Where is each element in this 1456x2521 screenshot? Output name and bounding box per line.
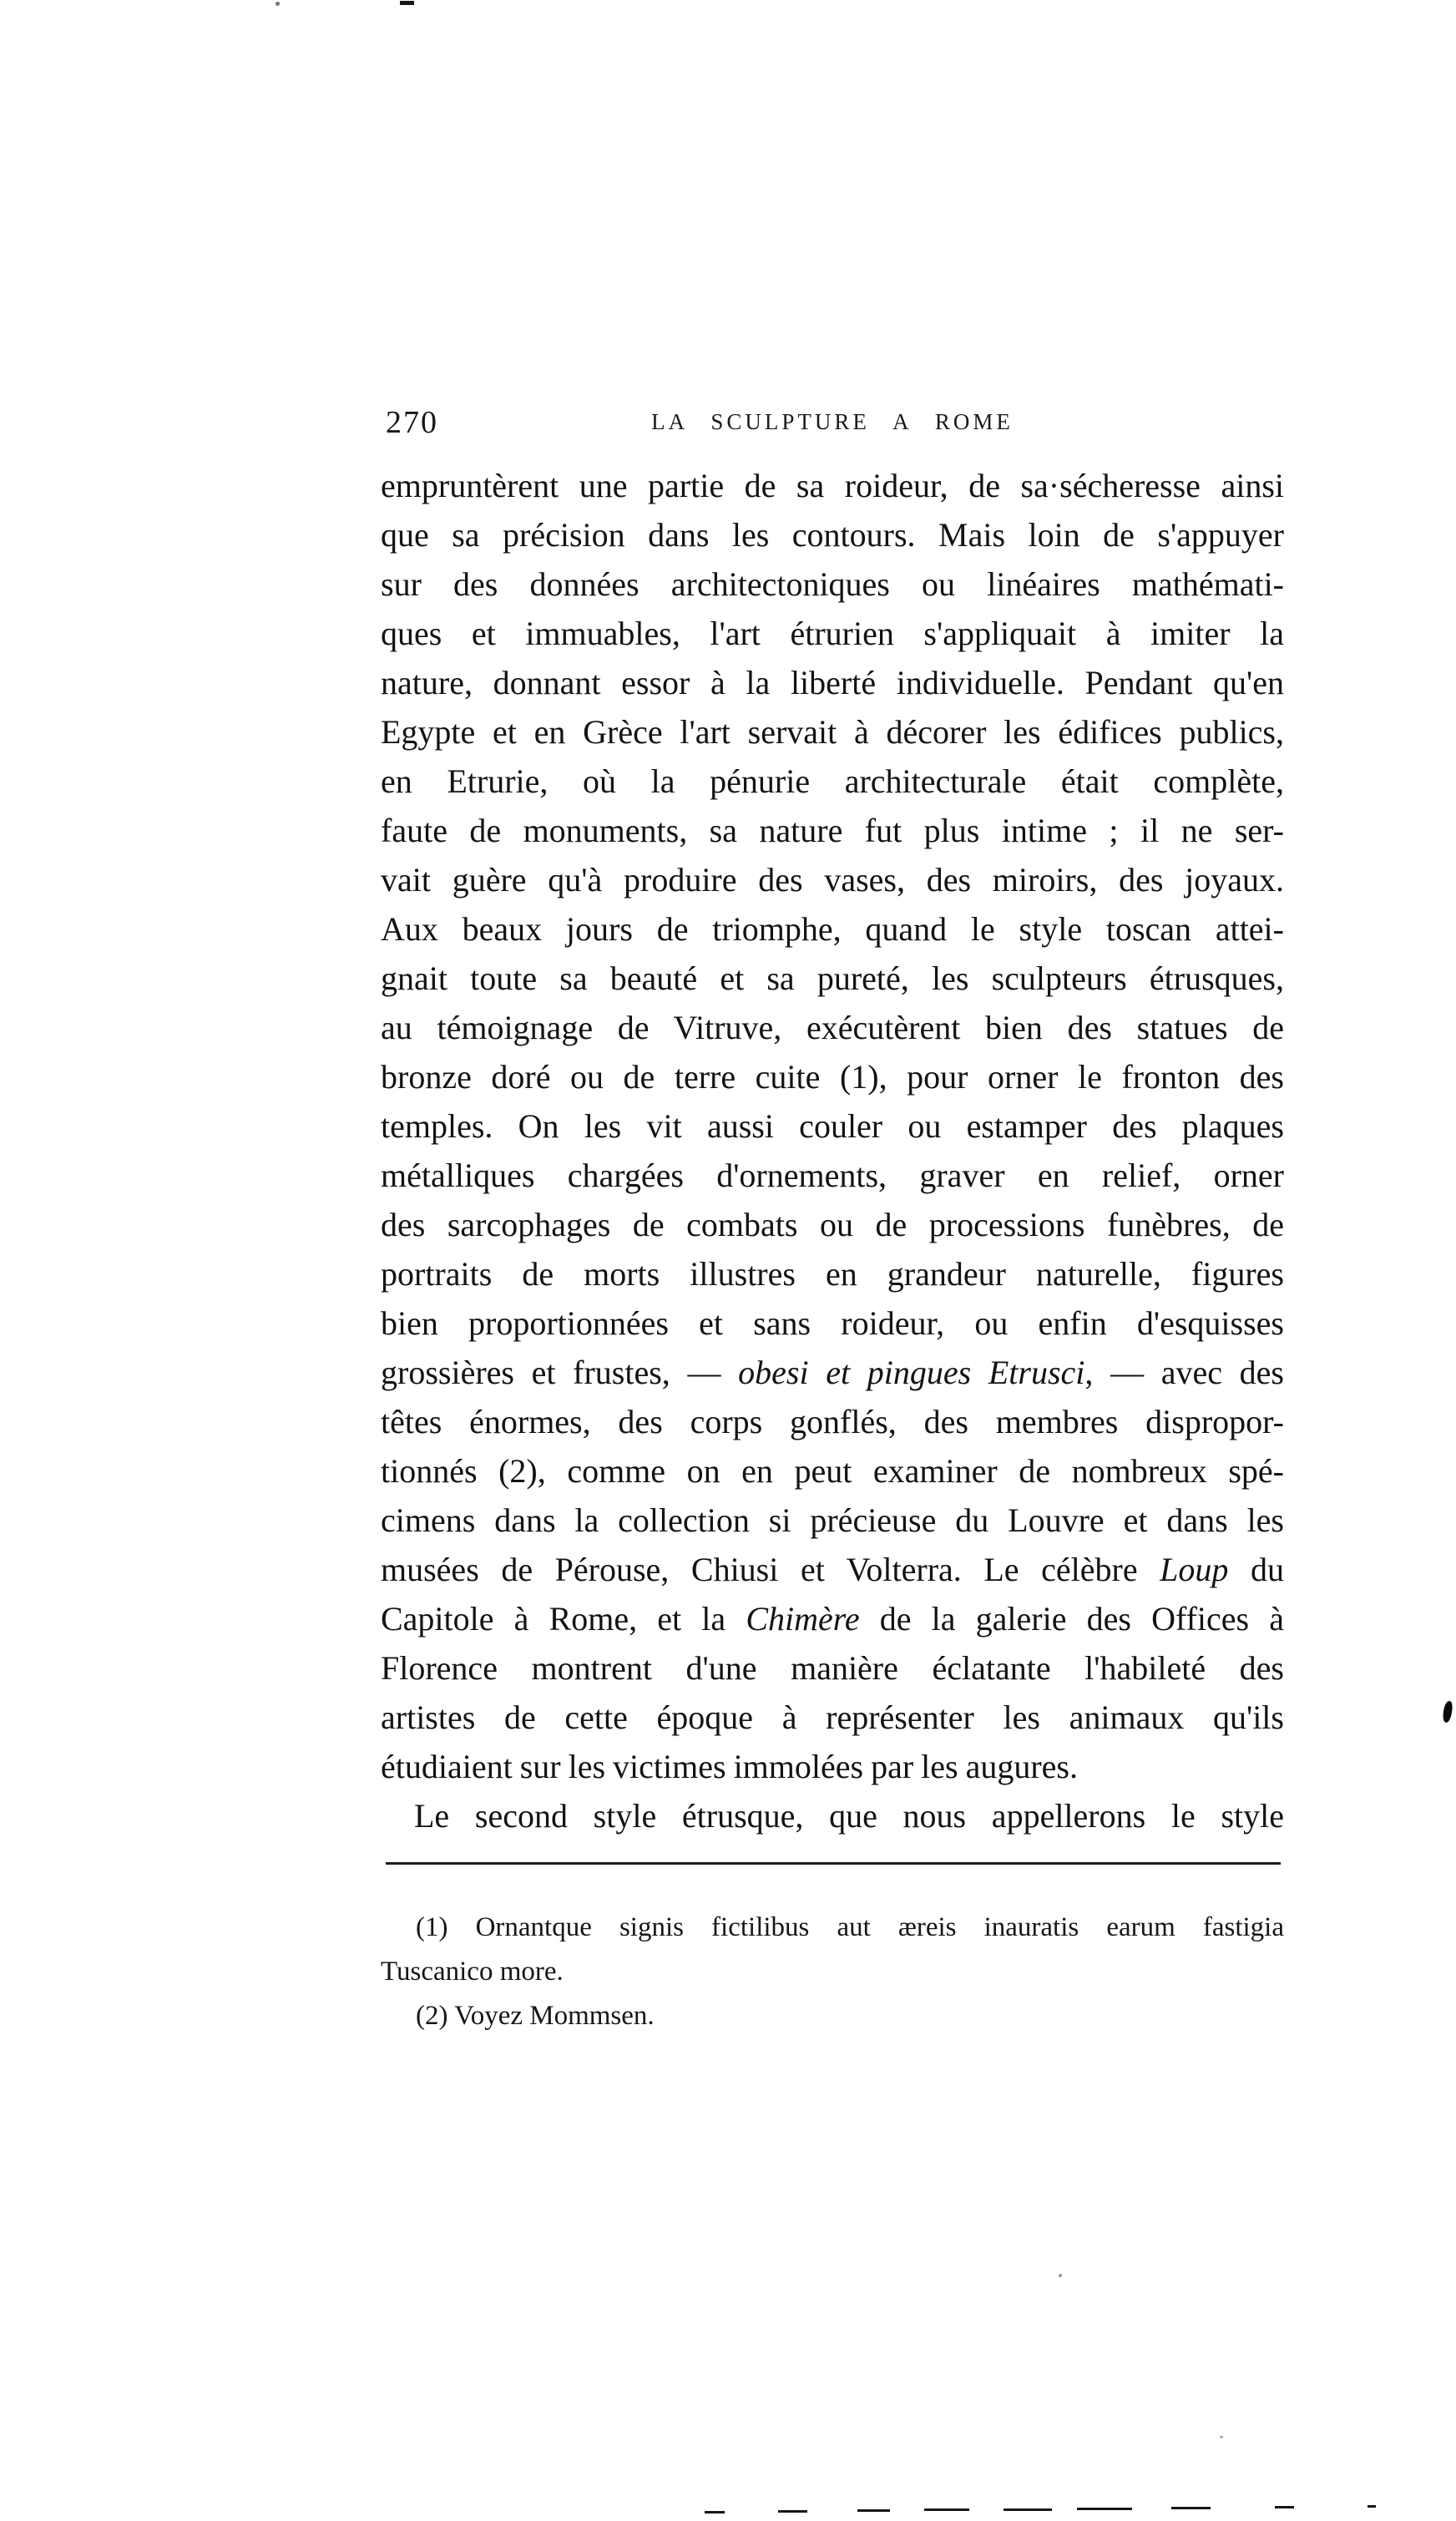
text-run: du bbox=[1228, 1551, 1285, 1588]
text-run: Le second style étrusque, que nous appellerons le style bbox=[414, 1797, 1284, 1835]
ink-dot bbox=[276, 2, 280, 6]
text-run: musées de Pérouse, Chiusi et Volterra. Le célèbre bbox=[381, 1551, 1160, 1588]
text-line bbox=[381, 1397, 1284, 1446]
footnotes bbox=[381, 1906, 1284, 2038]
text-run: bronze doré ou de terre cuite (1), pour orner le fronton des bbox=[381, 1058, 1284, 1096]
text-line bbox=[381, 904, 1284, 954]
text-run: au témoignage de Vitruve, exécutèrent bien des statues de bbox=[381, 1009, 1284, 1046]
text-line bbox=[381, 1693, 1284, 1742]
text-line bbox=[381, 1249, 1284, 1298]
bottom-edge-dash bbox=[1275, 2506, 1294, 2508]
text-run: étudiaient sur les victimes immolées par les augures. bbox=[381, 1748, 1078, 1785]
text-run: cimens dans la collection si précieuse du Louvre et dans les bbox=[381, 1501, 1284, 1539]
text-run: vait guère qu'à produire des vases, des miroirs, des joyaux. bbox=[381, 861, 1284, 899]
text-line bbox=[381, 559, 1284, 609]
text-run: artistes de cette époque à représenter les animaux qu'ils bbox=[381, 1698, 1284, 1736]
footnote-line bbox=[381, 1906, 1284, 1950]
text-run: faute de monuments, sa nature fut plus intime ; il ne ser- bbox=[381, 812, 1284, 849]
footnote-separator bbox=[386, 1862, 1281, 1865]
text-run: nature, donnant essor à la liberté individuelle. Pendant qu'en bbox=[381, 664, 1284, 701]
bottom-edge-dash bbox=[1004, 2508, 1052, 2511]
text-line bbox=[381, 1151, 1284, 1200]
text-line bbox=[381, 658, 1284, 707]
italic-phrase: Chimère bbox=[746, 1600, 860, 1638]
text-run: bien proportionnées et sans roideur, ou enfin d'esquisses bbox=[381, 1304, 1284, 1342]
ink-speck bbox=[1220, 2436, 1223, 2438]
text-run: ques et immuables, l'art étrurien s'appliquait à imiter la bbox=[381, 615, 1284, 652]
footnote-line bbox=[381, 1994, 1284, 2038]
italic-phrase: Loup bbox=[1160, 1551, 1229, 1588]
text-line bbox=[381, 609, 1284, 658]
text-run: têtes énormes, des corps gonflés, des membres dispropor- bbox=[381, 1403, 1284, 1440]
text-line bbox=[381, 707, 1284, 757]
text-line bbox=[381, 855, 1284, 904]
text-line bbox=[381, 1496, 1284, 1545]
text-run: Tuscanico more. bbox=[381, 1957, 564, 1987]
text-run: grossières et frustes, — bbox=[381, 1354, 739, 1391]
text-run: en Etrurie, où la pénurie architecturale était complète, bbox=[381, 762, 1284, 800]
text-line bbox=[381, 1298, 1284, 1348]
ink-dash bbox=[400, 1, 414, 5]
text-run: des sarcophages de combats ou de processions funèbres, de bbox=[381, 1206, 1284, 1243]
text-run: , — avec des bbox=[1084, 1354, 1285, 1391]
ink-blot bbox=[1442, 1700, 1453, 1723]
text-line bbox=[381, 757, 1284, 806]
text-run: Florence montrent d'une manière éclatante l'habileté des bbox=[381, 1649, 1284, 1687]
bottom-edge-dash bbox=[857, 2509, 890, 2512]
text-run: sur des données architectoniques ou linéaires mathémati- bbox=[381, 565, 1284, 603]
bottom-edge-dash bbox=[1077, 2508, 1132, 2510]
text-line bbox=[381, 1446, 1284, 1496]
text-run: gnait toute sa beauté et sa pureté, les sculpteurs étrusques, bbox=[381, 959, 1284, 997]
text-run: portraits de morts illustres en grandeur naturelle, figures bbox=[381, 1255, 1284, 1293]
text-line bbox=[381, 1200, 1284, 1249]
text-run: empruntèrent une partie de sa roideur, de sa·sécheresse ainsi bbox=[381, 467, 1284, 504]
text-line bbox=[381, 1348, 1284, 1397]
bottom-edge-dash bbox=[1368, 2505, 1376, 2508]
bottom-edge-dash bbox=[924, 2508, 969, 2511]
text-run: de la galerie des Offices à bbox=[859, 1600, 1285, 1638]
text-run: (1) Ornantque signis fictilibus aut æreis inauratis earum fastigia bbox=[416, 1912, 1284, 1942]
ink-speck bbox=[1059, 2274, 1062, 2277]
text-line bbox=[381, 461, 1284, 510]
text-run: temples. On les vit aussi couler ou estamper des plaques bbox=[381, 1107, 1284, 1145]
text-line bbox=[381, 510, 1284, 559]
bottom-edge-dash bbox=[1171, 2507, 1211, 2509]
text-run: tionnés (2), comme on en peut examiner de nombreux spé- bbox=[381, 1452, 1284, 1490]
text-run: Egypte et en Grèce l'art servait à décorer les édifices publics, bbox=[381, 713, 1284, 751]
italic-phrase: obesi et pingues Etrusci bbox=[738, 1354, 1085, 1391]
text-run: (2) Voyez Mommsen. bbox=[416, 2001, 655, 2031]
text-run: Capitole à Rome, et la bbox=[381, 1600, 746, 1638]
text-line bbox=[381, 1052, 1284, 1101]
text-line bbox=[381, 1594, 1284, 1643]
bottom-edge-dash bbox=[705, 2511, 725, 2513]
text-line bbox=[381, 806, 1284, 855]
body-text bbox=[381, 461, 1284, 1840]
text-run: métalliques chargées d'ornements, graver en relief, orner bbox=[381, 1157, 1284, 1194]
page-header bbox=[381, 402, 1284, 444]
bottom-edge-dash bbox=[778, 2510, 807, 2513]
text-line bbox=[381, 1545, 1284, 1594]
text-line bbox=[381, 1101, 1284, 1151]
text-line bbox=[381, 1742, 1284, 1791]
running-title: LA SCULPTURE A ROME bbox=[651, 409, 1014, 434]
text-line bbox=[381, 1643, 1284, 1693]
text-line bbox=[381, 1791, 1284, 1840]
page-number: 270 bbox=[386, 405, 438, 440]
text-line bbox=[381, 1003, 1284, 1052]
footnote-line bbox=[381, 1950, 1284, 1994]
text-line bbox=[381, 954, 1284, 1003]
text-run: Aux beaux jours de triomphe, quand le style toscan attei- bbox=[381, 910, 1284, 948]
text-run: que sa précision dans les contours. Mais loin de s'appuyer bbox=[381, 516, 1284, 554]
